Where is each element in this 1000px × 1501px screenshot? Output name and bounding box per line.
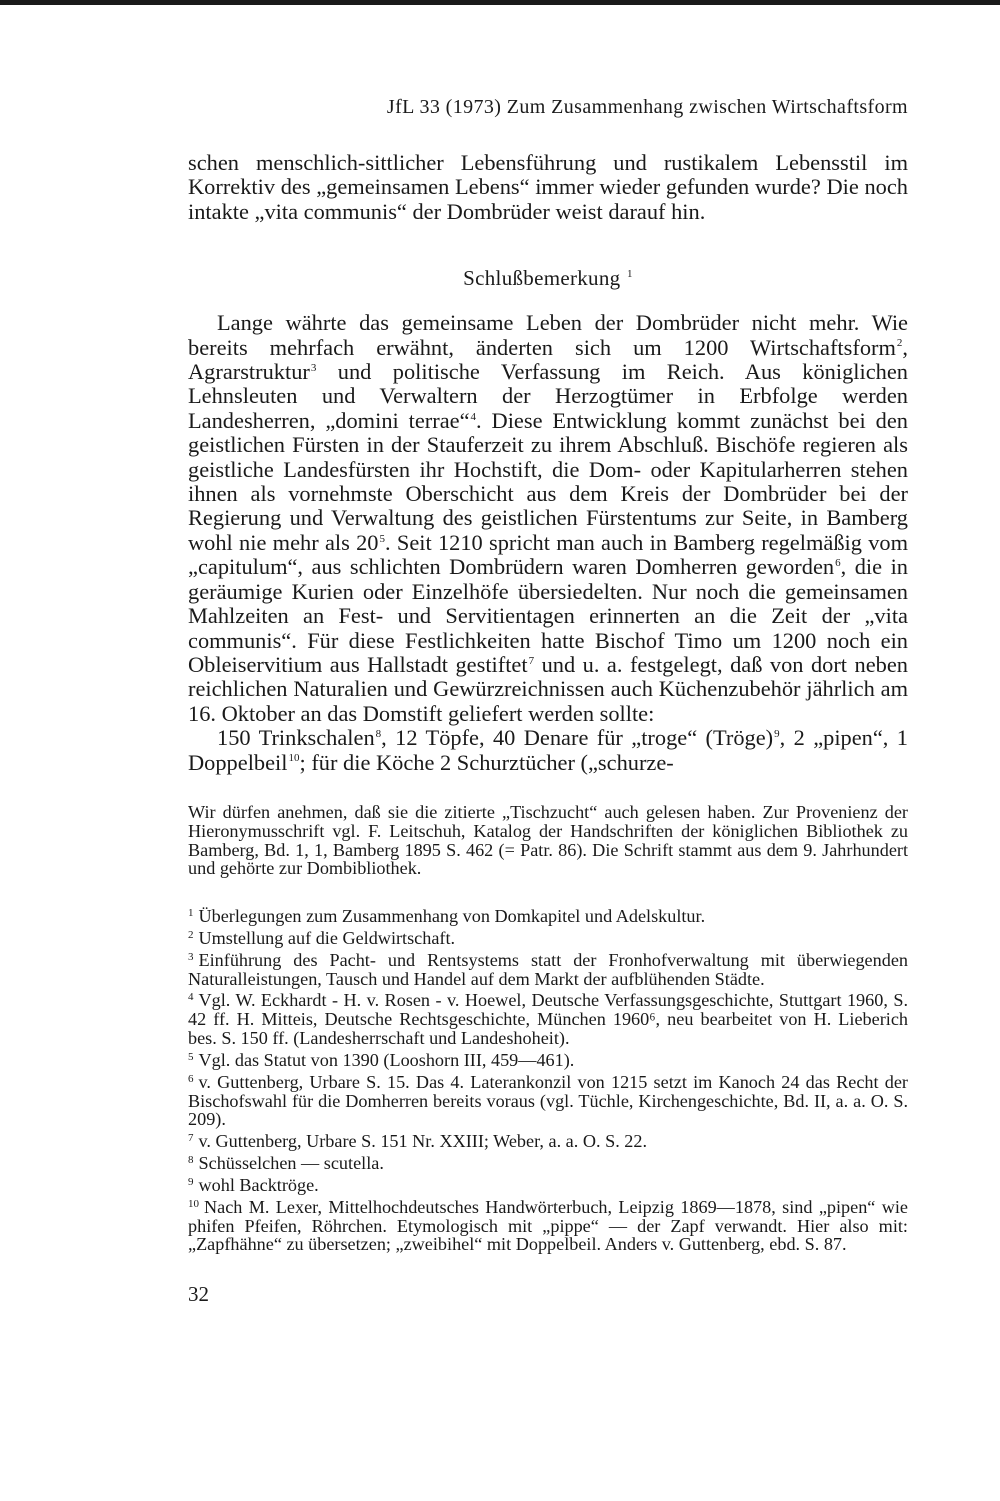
footnotes <box>188 904 908 1254</box>
running-head: JfL 33 (1973) Zum Zusammenhang zwischen Wirtschaftsform <box>386 96 908 118</box>
body-text-segment: , 2 „pipen“, 1 Doppelbeil <box>188 725 908 775</box>
footnote-text: Einführung des Pacht- und Rentsystems statt der Fronhofverwaltung mit überwiegenden Naturalleistungen, Tausch und Handel auf dem Markt der aufblühenden Städte. <box>188 949 908 989</box>
body-text-segment: . Seit 1210 spricht man auch in Bamberg regelmäßig vom „capitulum“, aus schlichten Dombrüdern waren Domherren geworden <box>188 529 909 580</box>
footnote-number: 1 <box>188 907 194 920</box>
footnote-ref: 5 <box>379 532 385 545</box>
footnote-ref: 3 <box>310 361 317 374</box>
body-text-segment: und u. a. festgelegt, daß von dort neben reichlichen Naturalien und Gewürzreichnissen auch Küchenzubehör jährlich am 16. Oktober an das Domstift geliefert werden sollte: <box>188 651 908 726</box>
footnote-text: v. Guttenberg, Urbare S. 151 Nr. XXIII; Weber, a. a. O. S. 22. <box>198 1131 648 1152</box>
footnote-ref: 1 <box>627 267 633 280</box>
footnote <box>188 904 908 926</box>
footnote-ref: 4 <box>470 410 477 423</box>
footnote <box>188 1195 908 1254</box>
footnote <box>188 1048 908 1070</box>
body-text-segment: , Agrarstruktur <box>188 334 908 385</box>
body-text-segment: 150 Trinkschalen <box>217 725 375 751</box>
body-text-segment: Lange währte das gemeinsame Leben der Dombrüder nicht mehr. Wie bereits mehrfach erwähnt, änderten sich um 1200 Wirtschaftsform <box>188 310 908 360</box>
footnote <box>188 1070 908 1129</box>
footnote-ref: 8 <box>375 727 382 740</box>
footnote-number: 3 <box>188 950 194 963</box>
continued-footnote: Wir dürfen anehmen, daß sie die zitierte „Tischzucht“ auch gelesen haben. Zur Provenienz der Hieronymusschrift vgl. F. Leitschuh, Katalog der Handschriften der königlichen Bibliothek zu Bamberg, Bd. 1, 1, Bamberg 1895 S. 462 (= Patr. 86). Die Schrift stammt aus dem 9. Jahrhundert und gehörte zur Dombibliothek. <box>188 801 908 879</box>
footnote-number: 9 <box>188 1175 194 1188</box>
footnote <box>188 926 908 948</box>
body-paragraph-1 <box>188 311 908 726</box>
document-page <box>188 96 908 1307</box>
footnote-text: Vgl. das Statut von 1390 (Looshorn III, 459—461). <box>198 1049 575 1070</box>
footnote-text: Umstellung auf die Geldwirtschaft. <box>198 928 456 949</box>
footnote-text: Nach M. Lexer, Mittelhochdeutsches Handwörterbuch, Leipzig 1869—1878, sind „pipen“ wie phifen Pfeifen, Röhrchen. Etymologisch mit „pippe“ — der Zapf verwandt. Hier also mit: „Zapfhähne“ zu übersetzen; „zweibihel“ mit Doppelbeil. Anders v. Guttenberg, ebd. S. 87. <box>188 1196 908 1255</box>
page-number: 32 <box>188 1282 209 1307</box>
body-text-segment: und politische Verfassung im Reich. Aus königlichen Lehnsleuten und Verwaltern der Herzogtümer in Erbfolge werden Landesherren, „domini terrae“ <box>188 359 908 433</box>
footnote-ref: 10 <box>288 752 300 765</box>
footnote-ref: 6 <box>835 557 841 570</box>
footnote-text: Schüsselchen — scutella. <box>198 1153 384 1174</box>
footnote-text: wohl Backtröge. <box>198 1174 319 1195</box>
footnote-number: 6 <box>188 1072 194 1085</box>
body-text-segment: ; für die Köche 2 Schurztücher („schurze- <box>299 749 674 775</box>
footnote-text: Überlegungen zum Zusammenhang von Domkapitel und Adelskultur. <box>198 906 706 927</box>
footnote-ref: 2 <box>896 337 903 350</box>
footnote-ref: 9 <box>774 727 780 740</box>
scan-top-edge <box>0 0 1000 5</box>
footnote-number: 4 <box>188 991 194 1004</box>
footnote <box>188 948 908 989</box>
footnote-text: Vgl. W. Eckhardt - H. v. Rosen - v. Hoewel, Deutsche Verfassungsgeschichte, Stuttgart 1960, S. 42 ff. H. Mitteis, Deutsche Rechtsgeschichte, München 1960⁶, neu bearbeitet von H. Lieberich bes. S. 150 ff. (Landesherrschaft und Landeshoheit). <box>188 990 908 1049</box>
footnote <box>188 1129 908 1151</box>
intro-paragraph: schen menschlich-sittlicher Lebensführung und rustikalem Lebensstil im Korrektiv des „gemeinsamen Lebens“ immer wieder gefunden wurde? Die noch intakte „vita communis“ der Dombrüder weist darauf hin. <box>188 150 908 224</box>
footnote <box>188 1173 908 1195</box>
footnote-number: 8 <box>188 1154 194 1167</box>
section-heading-text: Schlußbemerkung <box>463 266 621 291</box>
footnote-number: 2 <box>188 928 194 941</box>
body-text-segment: , 12 Töpfe, 40 Denare für „troge“ (Tröge) <box>381 725 774 751</box>
footnote-number: 5 <box>188 1050 194 1063</box>
body-text-segment: . Diese Entwicklung kommt zunächst bei den geistlichen Fürsten in der Stauferzeit zu ihrem Abschluß. Bischöfe regieren als geistliche Landesfürsten ihr Hochstift, die Dom- oder Kapitularherren stehen ihnen als vornehmste Oberschicht aus dem Kreis der Dombrüder bei der Regierung und Verwaltung des geistlichen Fürstentums zur Seite, in Bamberg wohl nie mehr als 20 <box>188 407 908 555</box>
body-text-segment: , die in geräumige Kurien oder Einzelhöfe übersiedelten. Nur noch die gemeinsamen Mahlzeiten an Fest- und Servitientagen erinnerten an die Zeit der „vita communis“. Für diese Festlichkeiten hatte Bischof Timo um 1200 noch ein Obleiservitium aus Hallstadt gestiftet <box>188 554 908 677</box>
footnote <box>188 988 908 1047</box>
footnote-number: 7 <box>188 1132 194 1145</box>
body-paragraph-2 <box>188 726 908 775</box>
footnote-text: v. Guttenberg, Urbare S. 15. Das 4. Laterankonzil von 1215 setzt im Kanoch 24 das Recht der Bischofswahl für die Domherren bereits voraus (vgl. Tüchle, Kirchengeschichte, Bd. II, a. a. O. S. 209). <box>188 1071 908 1130</box>
footnote-number: 10 <box>188 1197 199 1210</box>
section-heading <box>188 266 908 291</box>
footnote <box>188 1151 908 1173</box>
footnote-ref: 7 <box>528 654 535 667</box>
